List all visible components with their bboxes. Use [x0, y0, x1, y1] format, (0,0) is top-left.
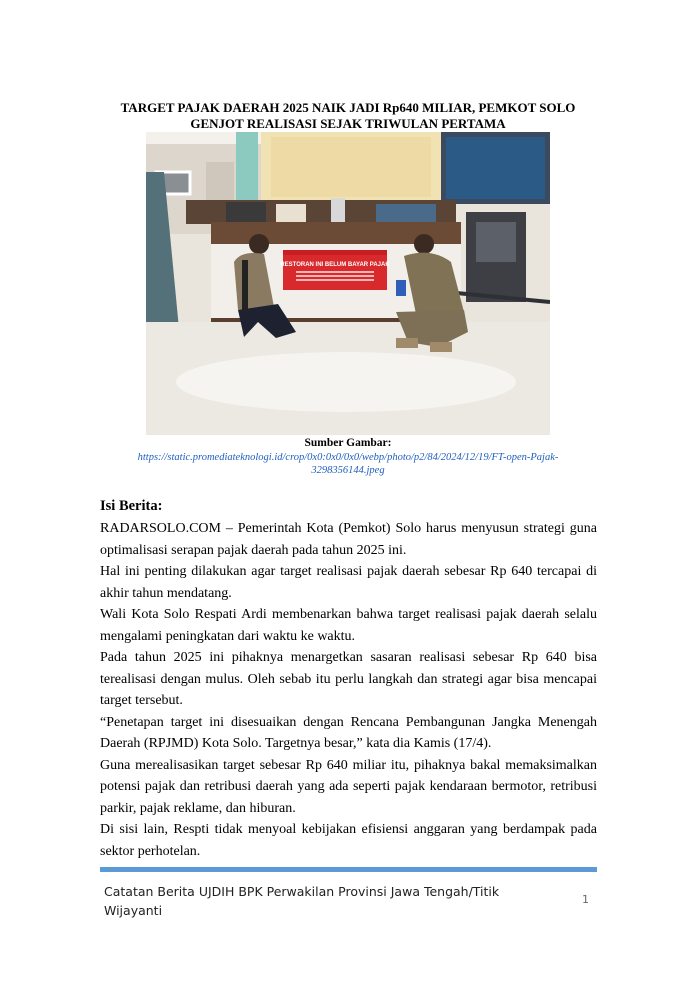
image-source-label: Sumber Gambar:	[304, 437, 392, 449]
footer-divider	[100, 867, 597, 872]
image-source-url[interactable]	[106, 451, 590, 477]
paragraph: Di sisi lain, Respti tidak menyoal kebijakan efisiensi anggaran yang berdampak pada sektor perhotelan.	[100, 822, 597, 859]
title-line-2: GENJOT REALISASI SEJAK TRIWULAN PERTAMA	[190, 116, 506, 131]
article-title	[100, 100, 596, 132]
paragraph: Wali Kota Solo Respati Ardi membenarkan bahwa target realisasi pajak daerah selalu mengalami peningkatan dari waktu ke waktu.	[100, 607, 597, 644]
footer-note	[104, 882, 534, 920]
article-body	[100, 518, 597, 862]
paragraph: Guna merealisasikan target sebesar Rp 640 miliar itu, pihaknya bakal memaksimalkan potensi pajak dan retribusi daerah yang ada seperti pajak kendaraan bermotor, retribusi parkir, pajak reklame, dan hiburan.	[100, 757, 597, 816]
paragraph: Hal ini penting dilakukan agar target realisasi pajak daerah sebesar Rp 640 tercapai di akhir tahun mendatang.	[100, 564, 597, 601]
title-line-1: TARGET PAJAK DAERAH 2025 NAIK JADI Rp640 MILIAR, PEMKOT SOLO	[120, 100, 576, 115]
footer-line-2: Wijayanti	[104, 903, 163, 918]
paragraph: RADARSOLO.COM – Pemerintah Kota (Pemkot) Solo harus menyusun strategi guna optimalisasi serapan pajak daerah pada tahun 2025 ini.	[100, 521, 597, 558]
url-line-2[interactable]: 3298356144.jpeg	[311, 465, 385, 476]
banner-text: RESTORAN INI BELUM BAYAR PAJAK	[280, 262, 390, 268]
paragraph: Pada tahun 2025 ini pihaknya menargetkan sasaran realisasi sebesar Rp 640 bisa terealisasi dengan mulus. Oleh sebab itu perlu langkah dan strategi agar bisa mencapai target tersebut.	[100, 650, 597, 708]
footer-line-1: Catatan Berita UJDIH BPK Perwakilan Provinsi Jawa Tengah/Titik	[104, 884, 500, 899]
section-heading: Isi Berita:	[100, 498, 163, 514]
page-number: 1	[582, 893, 589, 906]
news-photo	[146, 132, 550, 435]
url-line-1[interactable]: https://static.promediateknologi.id/crop/0x0:0x0/0x0/webp/photo/p2/84/2024/12/19/FT-open-Pajak-	[137, 452, 559, 463]
paragraph: “Penetapan target ini disesuaikan dengan Rencana Pembangunan Jangka Menengah Daerah (RPJMD) Kota Solo. Targetnya besar,” kata dia Kamis (17/4).	[100, 714, 597, 751]
